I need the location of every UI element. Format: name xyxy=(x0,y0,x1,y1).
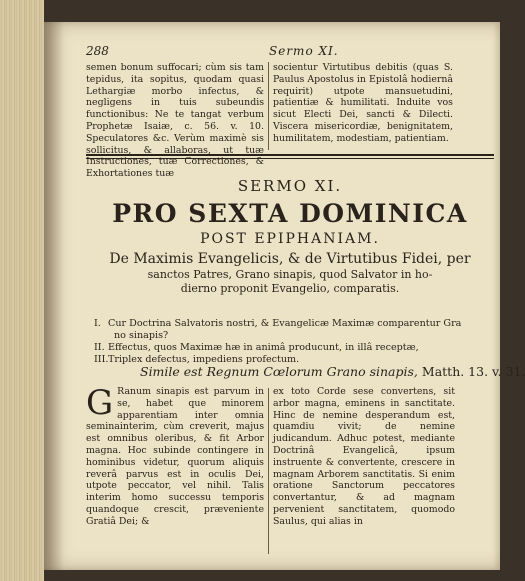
point-text: Cur Doctrina Salvatoris nostri, & Evangelicæ Maximæ comparentur Gra xyxy=(108,318,462,329)
list-item-continuation xyxy=(94,330,489,342)
page-header xyxy=(86,44,488,60)
body-left-column xyxy=(86,383,264,528)
sermon-title: PRO SEXTA DOMINICA xyxy=(112,199,468,228)
sermon-description xyxy=(94,251,486,296)
drop-cap: G xyxy=(86,383,114,423)
running-head: Sermo XI. xyxy=(269,44,339,58)
scripture-text: Simile est Regnum Cœlorum Grano sinapis, xyxy=(140,364,418,379)
scripture-reference: Matth. 13. v. 31. xyxy=(421,364,525,379)
description-line: De Maximis Evangelicis, & de Virtutibus Fidei, per xyxy=(109,251,471,267)
page-number: 288 xyxy=(86,44,109,58)
point-number: I. xyxy=(94,318,101,329)
description-line: sanctos Patres, Grano sinapis, quod Salvator in ho- xyxy=(147,268,433,281)
column-divider-top xyxy=(268,62,269,150)
point-text: Effectus, quos Maximæ hæ in animâ producunt, in illâ receptæ, xyxy=(108,342,419,353)
top-right-column: socientur Virtutibus debitis (quas S. Paulus Apostolus in Epistolâ hodiernâ requirit) utpote mansuetudini, patientiæ & humilitati. Induite vos sicut Electi Dei, sancti & Dilecti. Viscera misericordiæ, benignitatem, humilitatem, modestiam, patientiam. xyxy=(273,62,453,144)
book-page-edges xyxy=(0,0,44,581)
body-left-text: Ranum sinapis est parvum in se, habet que minorem apparentiam inter omnia seminainterim, cùm creverit, majus est omnibus oleribus, & fit Arbor magna. Hoc subinde contingere in hominibus videtur, quorum aliquis reverâ parvus est in oculis Dei, utpote peccator, vel nihil. Talis interim homo successu temporis quandoque crescit, præveniente Gratiâ Dei; & xyxy=(86,386,264,527)
top-left-column: semen bonum suffocari; cùm sis tam tepidus, ita sopitus, quodam quasi Lethargiæ morbo infectus, & negligens in tuis subeundis functionibus: Ne te tangat verbum Prophetæ Isaiæ, c. 56. v. 10. Speculatores &c. Verùm maximè sis sollicitus, & allaboras, ut tuæ Instructiones, tuæ Correctiones, & Exhortationes tuæ xyxy=(86,62,264,180)
column-divider-bottom xyxy=(268,388,269,554)
point-text: Triplex defectus, impediens profectum. xyxy=(108,354,300,365)
point-text-continuation: no sinapis? xyxy=(114,330,169,341)
section-rule-thin xyxy=(86,158,494,159)
sermon-subtitle: POST EPIPHANIAM. xyxy=(200,231,380,247)
body-right-column: ex toto Corde sese convertens, sit arbor magna, eminens in sanctitate. Hinc de nemine desperandum est, quamdiu vivit; de nemine judicandum. Adhuc potest, mediante Doctrinâ Evangelicâ, ipsum instruente & convertente, crescere in magnam Arborem sanctitatis. Si enim oratione Sanctorum peccatores convertantur, & ad magnam pervenient sanctitatem, quomodo Saulus, qui alias in xyxy=(273,386,455,527)
list-item xyxy=(94,318,489,330)
description-line: dierno proponit Evangelio, comparatis. xyxy=(180,282,400,295)
list-item xyxy=(94,342,489,354)
point-number: III. xyxy=(94,354,109,365)
sermon-label: SERMO XI. xyxy=(237,177,343,195)
scripture-quote xyxy=(140,364,525,379)
spine-shadow xyxy=(44,22,64,570)
sermon-points-list xyxy=(94,318,489,366)
book-page xyxy=(44,22,525,570)
point-number: II. xyxy=(94,342,105,353)
section-rule-thick xyxy=(86,154,494,156)
